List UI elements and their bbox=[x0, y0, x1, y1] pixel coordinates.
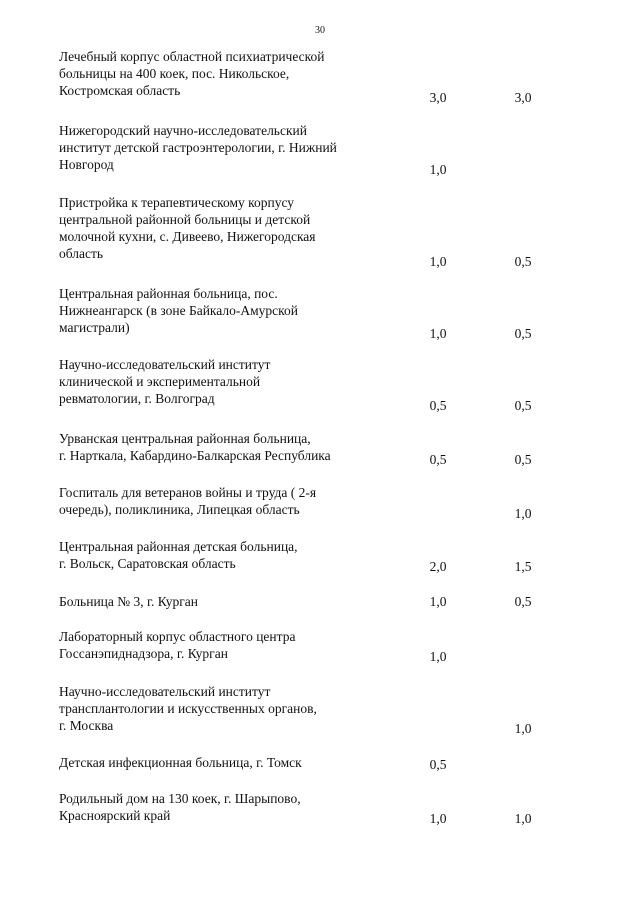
value-column-2: 0,5 bbox=[514, 594, 532, 609]
entry-item bbox=[59, 683, 359, 734]
entry-text-line: Новгород bbox=[59, 157, 114, 172]
value-column-2: 1,0 bbox=[514, 811, 532, 826]
entry-text-line: институт детской гастроэнтерологии, г. Нижний bbox=[59, 140, 337, 155]
entry-item bbox=[59, 628, 359, 662]
entry-text-line: Больница № 3, г. Курган bbox=[59, 594, 199, 609]
value-column-2: 1,0 bbox=[514, 721, 532, 736]
entry-item bbox=[59, 122, 359, 173]
value-column-1: 0,5 bbox=[429, 398, 447, 413]
entry-item bbox=[59, 754, 359, 771]
entry-text-line: ревматологии, г. Волгоград bbox=[59, 391, 215, 406]
entry-text-line: трансплантологии и искусственных органов, bbox=[59, 701, 317, 716]
entry-text-line: магистрали) bbox=[59, 320, 130, 335]
value-column-2: 1,0 bbox=[514, 506, 532, 521]
entry-text-line: клинической и экспериментальной bbox=[59, 374, 261, 389]
value-column-1: 0,5 bbox=[429, 452, 447, 467]
value-column-2: 3,0 bbox=[514, 90, 532, 105]
entry-text-line: Нижнеангарск (в зоне Байкало-Амурской bbox=[59, 303, 298, 318]
entry-text-line: очередь), поликлиника, Липецкая область bbox=[59, 502, 300, 517]
value-column-2: 0,5 bbox=[514, 254, 532, 269]
entry-text-line: г. Вольск, Саратовская область bbox=[59, 556, 236, 571]
entry-item bbox=[59, 356, 359, 407]
entry-text-line: Лечебный корпус областной психиатрической bbox=[59, 49, 325, 64]
entry-item bbox=[59, 484, 359, 518]
entry-text-line: центральной районной больницы и детской bbox=[59, 212, 311, 227]
entry-text-line: Красноярский край bbox=[59, 808, 171, 823]
entry-item bbox=[59, 285, 359, 336]
entry-text-line: молочной кухни, с. Дивеево, Нижегородская bbox=[59, 229, 316, 244]
value-column-1: 1,0 bbox=[429, 649, 447, 664]
value-column-1: 1,0 bbox=[429, 254, 447, 269]
value-column-1: 1,0 bbox=[429, 326, 447, 341]
entry-text-line: г. Москва bbox=[59, 718, 114, 733]
entry-text-line: больницы на 400 коек, пос. Никольское, bbox=[59, 66, 290, 81]
value-column-2: 1,5 bbox=[514, 559, 532, 574]
entry-text-line: Костромская область bbox=[59, 83, 181, 98]
entry-text-line: Центральная районная детская больница, bbox=[59, 539, 298, 554]
entry-text-line: г. Нарткала, Кабардино-Балкарская Республика bbox=[59, 448, 331, 463]
entry-item bbox=[59, 790, 359, 824]
value-column-1: 2,0 bbox=[429, 559, 447, 574]
value-column-1: 3,0 bbox=[429, 90, 447, 105]
value-column-1: 1,0 bbox=[429, 811, 447, 826]
entry-item bbox=[59, 593, 359, 610]
page-number: 30 bbox=[315, 25, 325, 36]
entry-text-line: Научно-исследовательский институт bbox=[59, 357, 271, 372]
entry-item bbox=[59, 430, 359, 464]
value-column-1: 0,5 bbox=[429, 757, 447, 772]
entry-text-line: Пристройка к терапевтическому корпусу bbox=[59, 195, 295, 210]
entry-item bbox=[59, 48, 359, 99]
entry-text-line: Научно-исследовательский институт bbox=[59, 684, 271, 699]
value-column-2: 0,5 bbox=[514, 452, 532, 467]
entry-item bbox=[59, 194, 359, 262]
entry-text-line: Госпиталь для ветеранов войны и труда ( 2-я bbox=[59, 485, 317, 500]
entry-text-line: Центральная районная больница, пос. bbox=[59, 286, 278, 301]
entry-text-line: Лабораторный корпус областного центра bbox=[59, 629, 296, 644]
entry-item bbox=[59, 538, 359, 572]
entry-text-line: Госсанэпиднадзора, г. Курган bbox=[59, 646, 228, 661]
value-column-2: 0,5 bbox=[514, 398, 532, 413]
value-column-2: 0,5 bbox=[514, 326, 532, 341]
entry-text-line: Нижегородский научно-исследовательский bbox=[59, 123, 307, 138]
entry-text-line: Родильный дом на 130 коек, г. Шарыпово, bbox=[59, 791, 301, 806]
entry-text-line: Урванская центральная районная больница, bbox=[59, 431, 311, 446]
entry-text-line: Детская инфекционная больница, г. Томск bbox=[59, 755, 302, 770]
value-column-1: 1,0 bbox=[429, 162, 447, 177]
value-column-1: 1,0 bbox=[429, 594, 447, 609]
entry-text-line: область bbox=[59, 246, 104, 261]
